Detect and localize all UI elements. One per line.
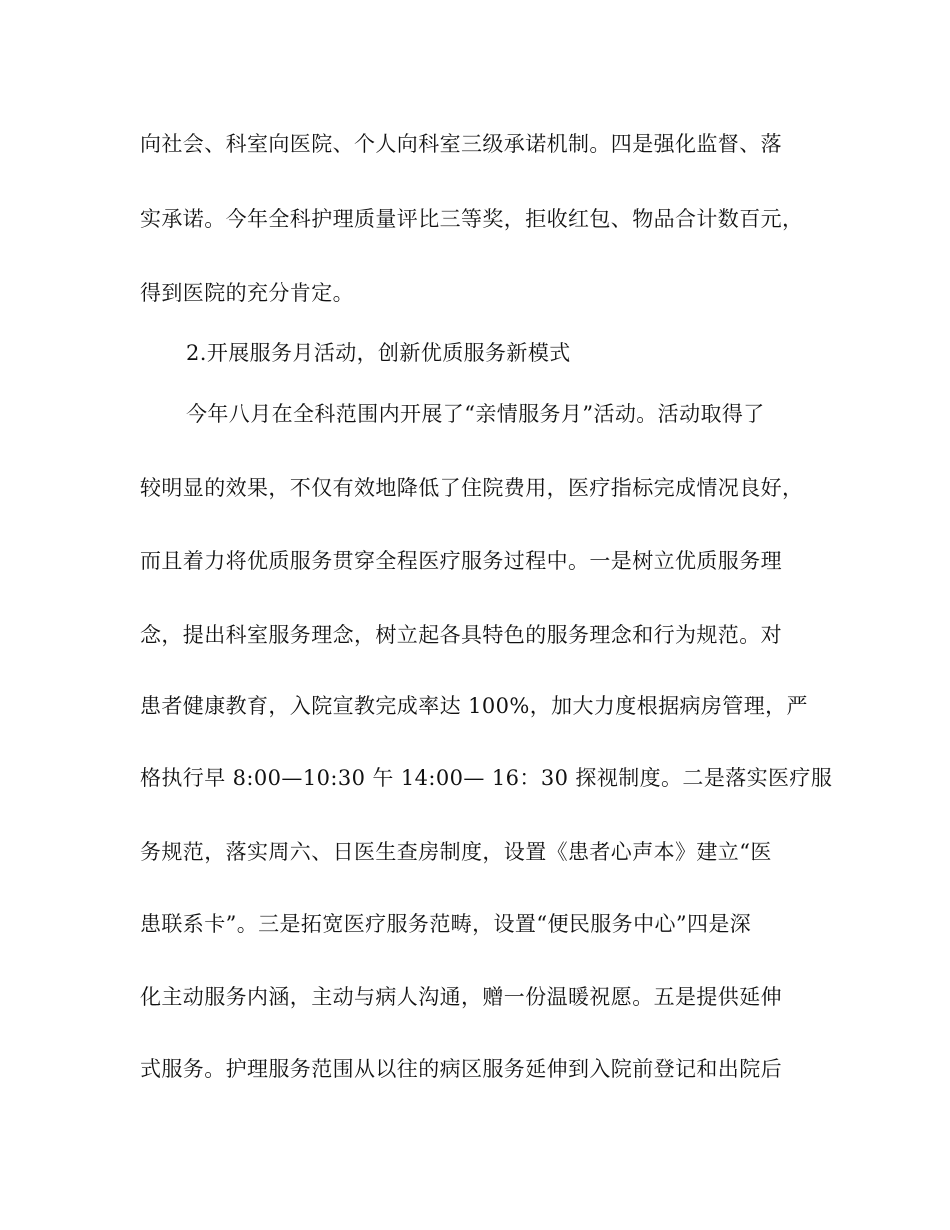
paragraph-line: 实承诺。今年全科护理质量评比三等奖，拒收红包、物品合计数百元， <box>140 207 804 231</box>
paragraph-line: 念，提出科室服务理念，树立起各具特色的服务理念和行为规范。对 <box>140 623 782 647</box>
paragraph-line: 格执行早 8:00—10:30 午 14:00— 16：30 探视制度。二是落实医疗服 <box>140 766 833 790</box>
section-heading: 2.开展服务月活动，创新优质服务新模式 <box>186 341 571 365</box>
paragraph-line: 得到医院的充分肯定。 <box>140 281 354 305</box>
paragraph-line: 务规范，落实周六、日医生查房制度，设置《患者心声本》建立“医 <box>140 840 772 864</box>
paragraph-line: 化主动服务内涵，主动与病人沟通，赠一份温暖祝愿。五是提供延伸 <box>140 985 782 1009</box>
paragraph-line: 患联系卡”。三是拓宽医疗服务范畴，设置“便民服务中心”四是深 <box>140 912 752 936</box>
paragraph-line: 今年八月在全科范围内开展了“亲情服务月”活动。活动取得了 <box>186 402 765 426</box>
paragraph-line: 式服务。护理服务范围从以往的病区服务延伸到入院前登记和出院后 <box>140 1057 782 1081</box>
paragraph-line: 向社会、科室向医院、个人向科室三级承诺机制。四是强化监督、落 <box>140 132 782 156</box>
paragraph-line: 较明显的效果，不仅有效地降低了住院费用，医疗指标完成情况良好， <box>140 476 804 500</box>
paragraph-line: 患者健康教育，入院宣教完成率达 100%，加大力度根据病房管理，严 <box>140 694 808 718</box>
paragraph-line: 而且着力将优质服务贯穿全程医疗服务过程中。一是树立优质服务理 <box>140 549 782 573</box>
